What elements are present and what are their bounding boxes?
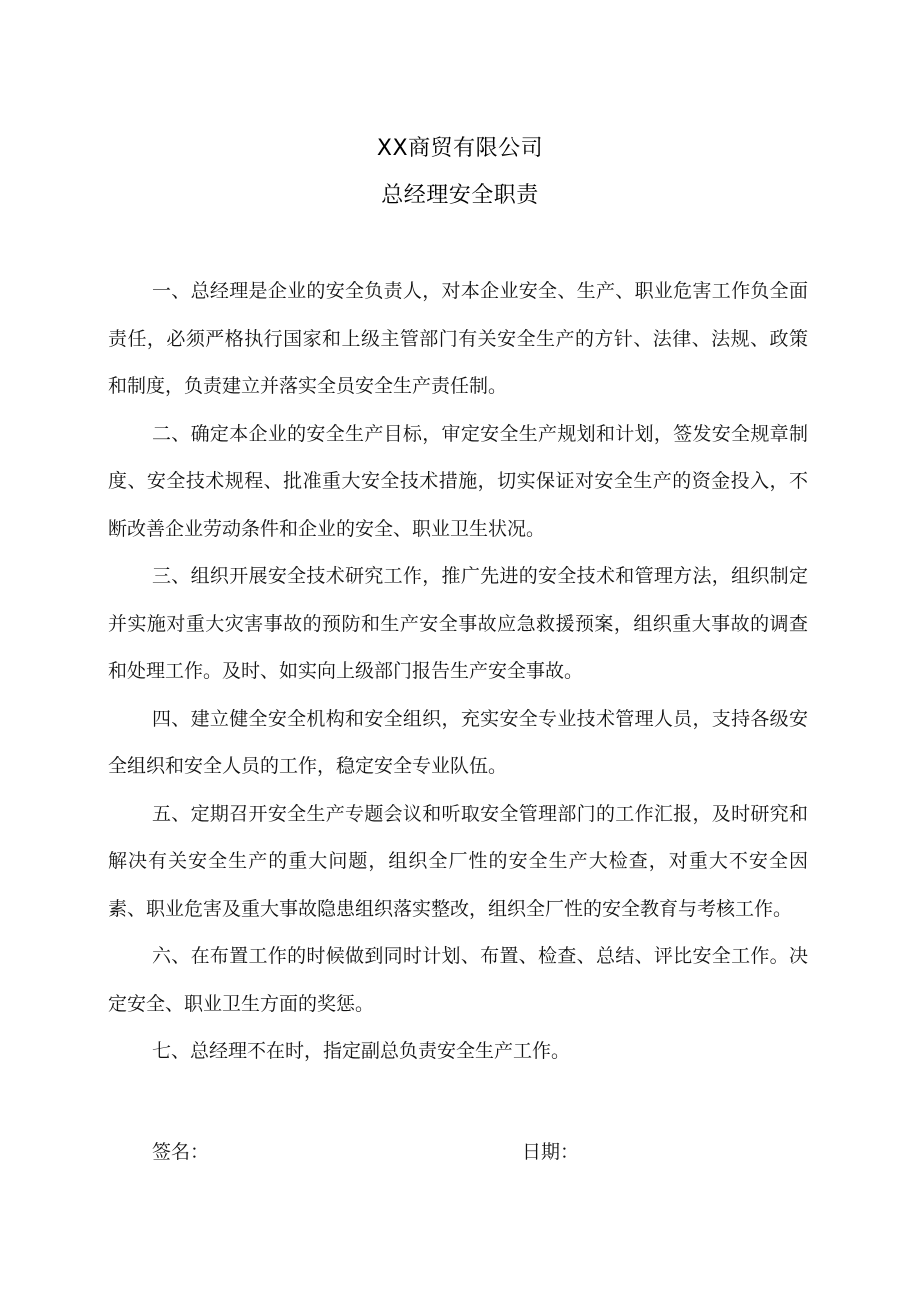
document-body bbox=[108, 268, 808, 1076]
paragraph-4: 四、建立健全安全机构和安全组织，充实安全专业技术管理人员，支持各级安全组织和安全人员的工作，稳定安全专业队伍。 bbox=[108, 707, 808, 777]
company-name: XX商贸有限公司 bbox=[376, 136, 544, 161]
signature-label: 签名： bbox=[152, 1141, 210, 1163]
paragraph-1: 一、总经理是企业的安全负责人，对本企业安全、生产、职业危害工作负全面责任，必须严格执行国家和上级主管部门有关安全生产的方针、法律、法规、政策和制度，负责建立并落实全员安全生产责任制。 bbox=[108, 280, 808, 397]
paragraph-5: 五、定期召开安全生产专题会议和听取安全管理部门的工作汇报，及时研究和解决有关安全生产的重大问题，组织全厂性的安全生产大检查，对重大不安全因素、职业危害及重大事故隐患组织落实整改，组织全厂性的安全教育与考核工作。 bbox=[108, 802, 808, 920]
document-title: 总经理安全职责 bbox=[381, 183, 539, 208]
paragraph-2: 二、确定本企业的安全生产目标，审定安全生产规划和计划，签发安全规章制度、安全技术规程、批准重大安全技术措施，切实保证对安全生产的资金投入，不断改善企业劳动条件和企业的安全、职业卫生状况。 bbox=[108, 422, 808, 540]
paragraph-3: 三、组织开展安全技术研究工作，推广先进的安全技术和管理方法，组织制定并实施对重大灾害事故的预防和生产安全事故应急救援预案，组织重大事故的调查和处理工作。及时、如实向上级部门报告生产安全事故。 bbox=[108, 565, 808, 682]
date-label: 日期： bbox=[522, 1141, 580, 1163]
paragraph-6: 六、在布置工作的时候做到同时计划、布置、检查、总结、评比安全工作。决定安全、职业卫生方面的奖惩。 bbox=[108, 945, 808, 1015]
signature-row bbox=[152, 1137, 652, 1177]
paragraph-7: 七、总经理不在时，指定副总负责安全生产工作。 bbox=[152, 1040, 571, 1062]
